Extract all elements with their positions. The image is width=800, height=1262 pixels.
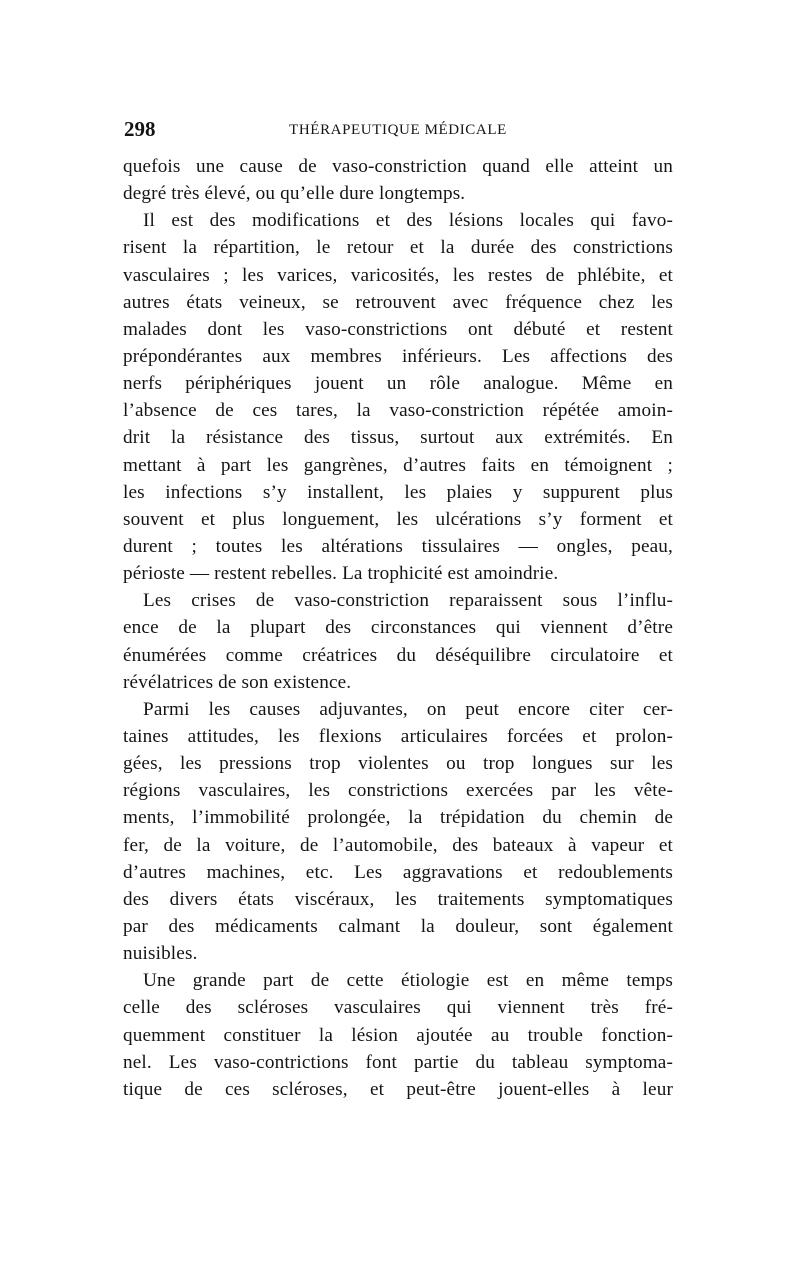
text-line: des divers états viscéraux, les traitements symptomatiques bbox=[123, 888, 673, 910]
body-text bbox=[123, 153, 673, 1103]
text-line: taines attitudes, les flexions articulaires forcées et prolon- bbox=[123, 725, 673, 747]
page-number: 298 bbox=[124, 117, 156, 141]
text-line: les infections s’y installent, les plaies y suppurent plus bbox=[123, 481, 673, 503]
text-line: Une grande part de cette étiologie est en même temps bbox=[143, 970, 673, 992]
text-line: drit la résistance des tissus, surtout aux extrémités. En bbox=[123, 427, 673, 449]
text-line: ments, l’immobilité prolongée, la trépidation du chemin de bbox=[123, 807, 673, 829]
text-line: prépondérantes aux membres inférieurs. Les affections des bbox=[123, 345, 673, 367]
text-line: nel. Les vaso-contrictions font partie du tableau symptoma- bbox=[123, 1051, 673, 1073]
text-line: durent ; toutes les altérations tissulaires — ongles, peau, bbox=[123, 535, 673, 557]
text-line: autres états veineux, se retrouvent avec fréquence chez les bbox=[123, 291, 673, 313]
text-line: révélatrices de son existence. bbox=[123, 671, 352, 693]
text-line: nerfs périphériques jouent un rôle analogue. Même en bbox=[123, 373, 673, 395]
text-line: régions vasculaires, les constrictions exercées par les vête- bbox=[123, 780, 673, 802]
text-line: Les crises de vaso-constriction reparaissent sous l’influ- bbox=[143, 590, 673, 612]
text-line: souvent et plus longuement, les ulcérations s’y forment et bbox=[123, 508, 673, 530]
text-line: fer, de la voiture, de l’automobile, des bateaux à vapeur et bbox=[123, 834, 673, 856]
text-line: malades dont les vaso-constrictions ont débuté et restent bbox=[123, 318, 673, 340]
text-line: Parmi les causes adjuvantes, on peut encore citer cer- bbox=[143, 698, 673, 720]
text-line: vasculaires ; les varices, varicosités, les restes de phlébite, et bbox=[123, 264, 673, 286]
text-line: périoste — restent rebelles. La trophicité est amoindrie. bbox=[123, 563, 559, 585]
text-line: quemment constituer la lésion ajoutée au trouble fonction- bbox=[123, 1024, 673, 1046]
text-line: d’autres machines, etc. Les aggravations et redoublements bbox=[123, 861, 673, 883]
text-line: degré très élevé, ou qu’elle dure longtemps. bbox=[123, 183, 466, 205]
text-line: énumérées comme créatrices du déséquilibre circulatoire et bbox=[123, 644, 673, 666]
text-line: celle des scléroses vasculaires qui viennent très fré- bbox=[123, 997, 673, 1019]
text-line: tique de ces scléroses, et peut-être jouent-elles à leur bbox=[123, 1078, 673, 1100]
running-head bbox=[124, 117, 672, 141]
running-title: THÉRAPEUTIQUE MÉDICALE bbox=[289, 122, 507, 138]
text-line: quefois une cause de vaso-constriction quand elle atteint un bbox=[123, 156, 673, 177]
text-line: nuisibles. bbox=[123, 943, 198, 965]
text-line: Il est des modifications et des lésions locales qui favo- bbox=[143, 210, 673, 232]
text-line: l’absence de ces tares, la vaso-constriction répétée amoin- bbox=[123, 400, 673, 422]
text-line: ence de la plupart des circonstances qui viennent d’être bbox=[123, 617, 673, 639]
text-line: par des médicaments calmant la douleur, sont également bbox=[123, 915, 673, 937]
text-line: risent la répartition, le retour et la durée des constrictions bbox=[123, 237, 673, 259]
text-line: gées, les pressions trop violentes ou trop longues sur les bbox=[123, 753, 673, 775]
text-line: mettant à part les gangrènes, d’autres faits en témoignent ; bbox=[123, 454, 673, 476]
